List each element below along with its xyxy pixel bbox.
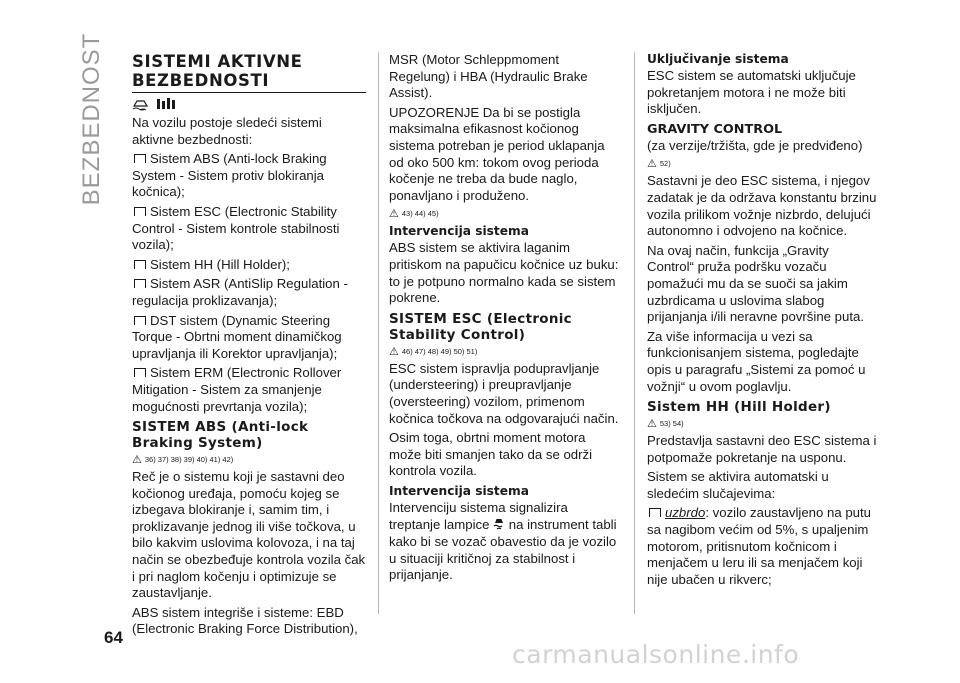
esc-warning-lamp-icon	[493, 516, 505, 530]
warning-references: ⚠ 36) 37) 38) 39) 40) 41) 42)	[132, 454, 234, 467]
warning-icon: ⚠	[389, 345, 399, 358]
subheading: Intervencija sistema	[389, 483, 529, 498]
bullet-icon	[134, 368, 146, 377]
paragraph: Osim toga, obrtni moment motora može biti smanjen tako da se održi kontrola vozila.	[389, 430, 593, 479]
warning-references: ⚠ 43) 44) 45)	[389, 208, 439, 221]
paragraph: ESC sistem ispravlja podupravljanje (understeering) i preupravljanje (oversteering) vozilom, primenom kočnica točkova na odgovarajući način.	[389, 360, 619, 426]
abs-paragraph-2: ABS sistem integriše i sisteme: EBD (Electronic Braking Force Distribution),	[132, 604, 358, 637]
paragraph: MSR (Motor Schleppmoment Regelung) i HBA (Hydraulic Brake Assist).	[389, 52, 588, 101]
bullet-icon	[649, 508, 661, 517]
paragraph: Sistem se aktivira automatski u sledećim slučajevima:	[647, 469, 829, 501]
list-item: Sistem ASR (AntiSlip Regulation - regulacija proklizavanja);	[132, 276, 348, 308]
subheading: Intervencija sistema	[389, 224, 529, 239]
abs-paragraph-1: Reč je o sistemu koji je sastavni deo kočionog uređaja, pomoću kojeg se izbegava blokiranje i, samim tim, i proklizavanje jednog ili više točkova, u bilo kakvim uslovima kolovoza, i na taj način se obezbeđuje kontrola vozila čak i pri naglom kočenju i optimizuje se zaustavljanje.	[132, 469, 366, 601]
subheading: Uključivanje sistema	[647, 52, 789, 66]
footer-watermark: carmanualsonline.info	[512, 640, 800, 669]
warning-icon: ⚠	[647, 418, 657, 431]
paragraph: Predstavlja sastavni deo ESC sistema i potpomaže pokretanje na usponu.	[647, 433, 877, 465]
column-3	[647, 52, 879, 591]
gravity-control-heading: GRAVITY CONTROL	[647, 121, 783, 137]
warning-paragraph: UPOZORENJE Da bi se postigla maksimalna efikasnost kočionog sistema potreban je period uklapanja od oko 500 km: tokom ovog perioda kočenje ne treba da bude naglo, ponavljano i produženo.	[389, 104, 605, 203]
warning-references: ⚠ 53) 54)	[647, 418, 684, 431]
paragraph: Intervenciju sistema signalizira treptanje lampice na instrument tabli kako bi se vozač obavestio da je vozilo u situaciji kritičnoj za stabilnost i prijanjanje.	[389, 499, 617, 583]
bullet-icon	[134, 260, 146, 269]
warning-icon: ⚠	[389, 208, 399, 221]
esc-car-icon	[132, 97, 152, 111]
warning-references: ⚠ 52)	[647, 158, 671, 171]
intro-text: Na vozilu postoje sledeći sistemi aktivne bezbednosti:	[132, 115, 322, 147]
abs-heading: SISTEM ABS (Anti-lock Braking System)	[132, 419, 309, 452]
column-2	[389, 52, 619, 587]
section-title	[132, 52, 366, 93]
column-1	[132, 52, 366, 641]
paragraph: Za više informacija u vezi sa funkcionisanjem sistema, pogledajte opis u paragrafu „Sistemi za pomoć u vožnji“ u ovom poglavlju.	[647, 328, 866, 394]
paragraph: (za verzije/tržišta, gde je predviđeno)	[647, 137, 863, 153]
warning-icon: ⚠	[132, 454, 142, 467]
hill-holder-heading: Sistem HH (Hill Holder)	[647, 399, 831, 416]
paragraph: Sastavni je deo ESC sistema, i njegov zadatak je da održava konstantu brzinu vozila prilikom vožnje nizbrdo, delujući autonomno i odvojeno na kočnice.	[647, 173, 877, 239]
chapter-tab	[78, 32, 106, 206]
list-item: Sistem ESC (Electronic Stability Control - Sistem kontrole stabilnosti vozila);	[132, 203, 340, 253]
list-item: DST sistem (Dynamic Steering Torque - Obrtni moment dinamičkog upravljanja ili Korektor upravljanja);	[132, 312, 342, 361]
section-title-line-1: SISTEMI AKTIVNE	[132, 52, 303, 71]
hill-holder-icon	[156, 97, 178, 111]
bullet-icon	[134, 316, 146, 325]
paragraph: ABS sistem se aktivira laganim pritiskom na papučicu kočnice uz buku: to je potpuno normalno kada se sistem pokrene.	[389, 240, 619, 306]
warning-icon: ⚠	[647, 158, 657, 171]
esc-heading: SISTEM ESC (Electronic Stability Control)	[389, 310, 572, 343]
section-title-line-2: BEZBEDNOSTI	[132, 71, 270, 90]
list-item: uzbrdo: vozilo zaustavljeno na putu sa nagibom većim od 5%, s upaljenim motorom, pritisnutom kočnicom i menjačem u leru ili sa menjačem koji nije ubačen u rikverc;	[647, 505, 872, 587]
bullet-icon	[134, 207, 146, 216]
paragraph: ESC sistem se automatski uključuje pokretanjem motora i ne može biti isključen.	[647, 68, 856, 117]
list-item: Sistem HH (Hill Holder);	[132, 257, 366, 274]
bullet-icon	[134, 154, 146, 163]
column-divider	[378, 52, 379, 614]
list-item: Sistem ABS (Anti-lock Braking System - Sistem protiv blokiranja kočnica);	[132, 151, 327, 200]
column-divider	[634, 52, 635, 614]
warning-references: ⚠ 46) 47) 48) 49) 50) 51)	[389, 345, 478, 358]
system-icons	[132, 97, 366, 113]
page-number: 64	[104, 628, 123, 647]
bullet-icon	[134, 279, 146, 288]
list-item: Sistem ERM (Electronic Rollover Mitigation - Sistem za smanjenje mogućnosti prevrtanja vozila);	[132, 365, 342, 414]
chapter-title: BEZBEDNOST	[78, 32, 105, 206]
paragraph: Na ovaj način, funkcija „Gravity Control“ pruža podršku vozaču pomažući mu da se suoči sa jakim uzbrdicama u uslovima slabog prijanjanja i/ili neravne površine puta.	[647, 242, 864, 325]
